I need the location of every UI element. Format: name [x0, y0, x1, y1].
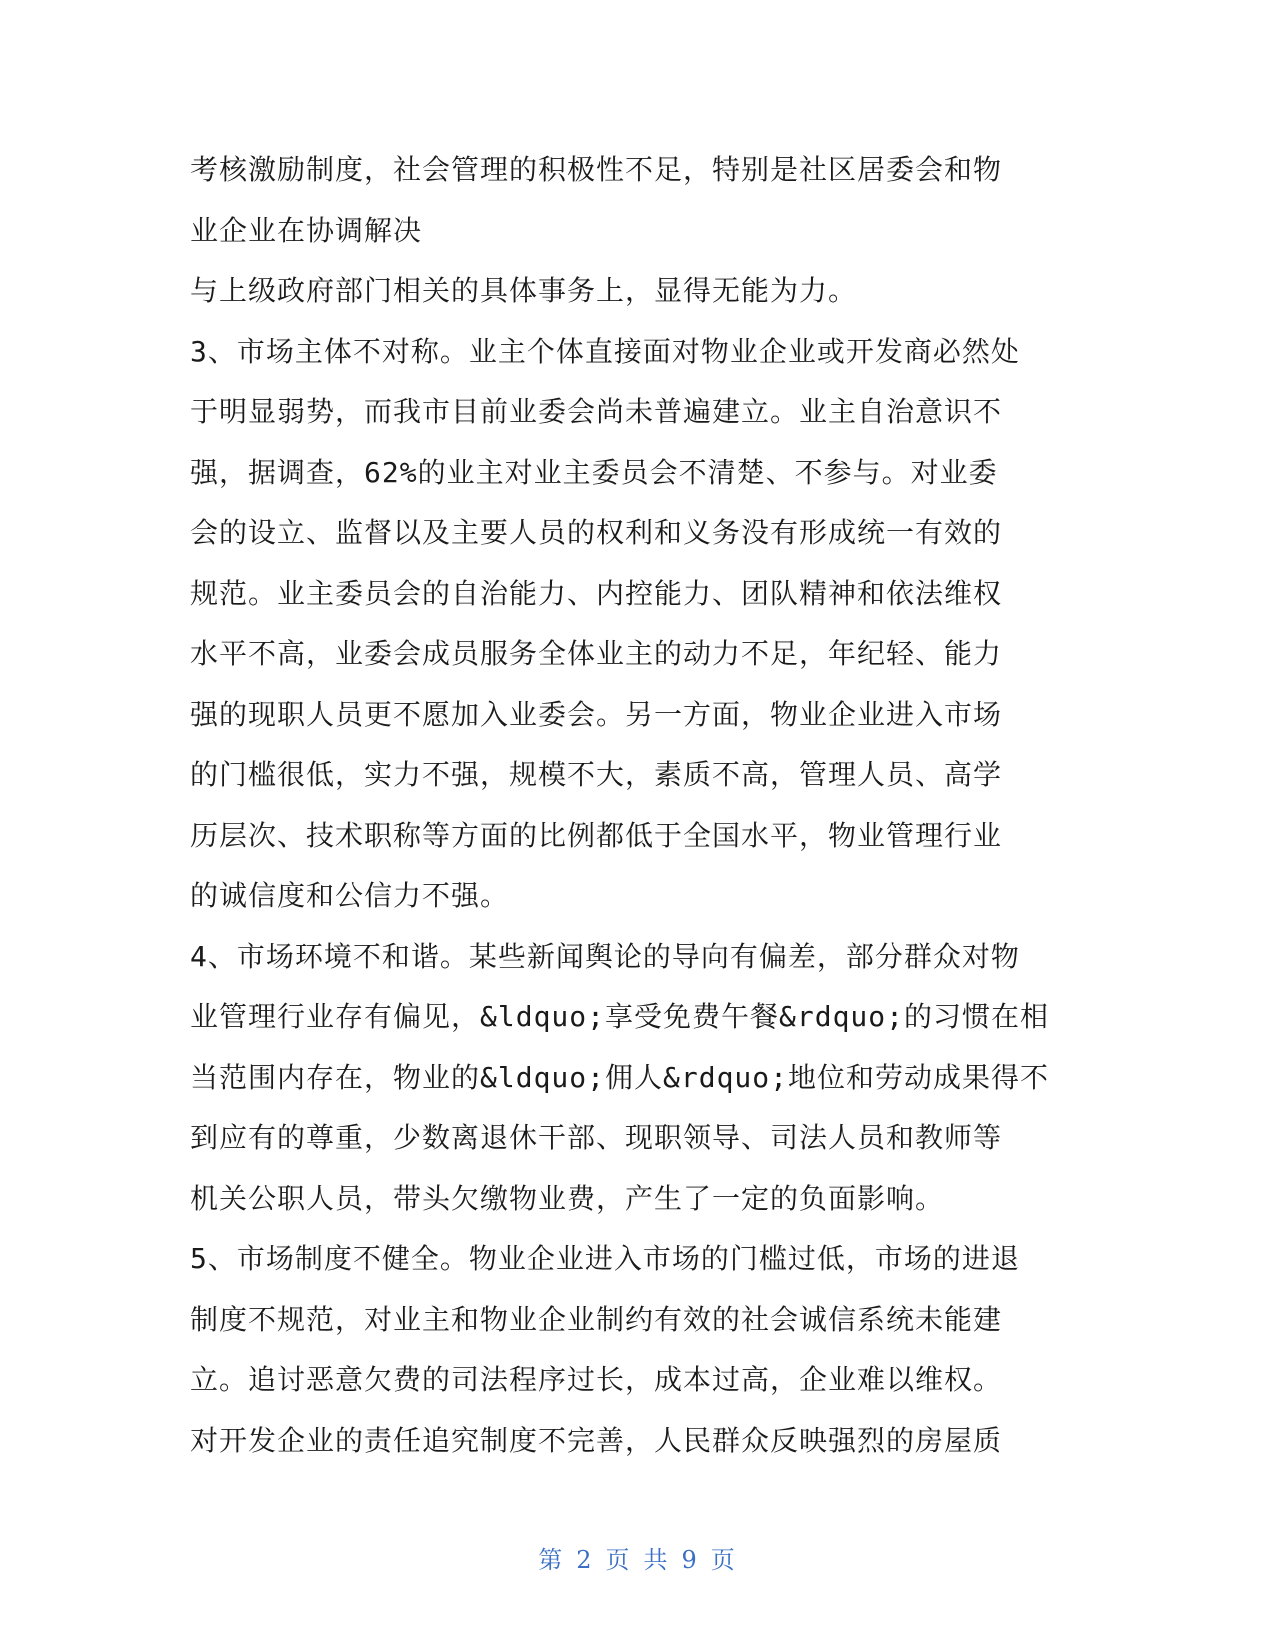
footer-label-total: 共	[643, 1546, 670, 1574]
text-line: 当范围内存在，物业的&ldquo;佣人&rdquo;地位和劳动成果得不	[190, 1060, 1050, 1094]
text-line: 与上级政府部门相关的具体事务上，显得无能为力。	[190, 274, 858, 307]
text-line: 到应有的尊重，少数离退休干部、现职领导、司法人员和教师等	[190, 1121, 1003, 1154]
text-line: 业管理行业存有偏见，&ldquo;享受免费午餐&rdquo;的习惯在相	[190, 1000, 1050, 1033]
text-line: 的诚信度和公信力不强。	[190, 879, 510, 912]
footer-label-total-unit: 页	[710, 1546, 737, 1574]
footer-label-page: 第	[538, 1546, 565, 1574]
footer-current-page: 2	[576, 1546, 594, 1574]
text-line: 立。追讨恶意欠费的司法程序过长，成本过高，企业难以维权。	[190, 1363, 1003, 1396]
text-line: 强的现职人员更不愿加入业委会。另一方面，物业企业进入市场	[190, 697, 1003, 731]
text-line: 机关公职人员，带头欠缴物业费，产生了一定的负面影响。	[190, 1181, 945, 1215]
text-line: 的门槛很低，实力不强，规模不大，素质不高，管理人员、高学	[190, 758, 1003, 791]
text-line: 会的设立、监督以及主要人员的权利和义务没有形成统一有效的	[190, 516, 1003, 549]
text-line: 考核激励制度，社会管理的积极性不足，特别是社区居委会和物	[190, 153, 1003, 186]
text-line: 历层次、技术职称等方面的比例都低于全国水平，物业管理行业	[190, 818, 1003, 852]
text-line: 于明显弱势，而我市目前业委会尚未普遍建立。业主自治意识不	[190, 395, 1003, 428]
text-line: 水平不高，业委会成员服务全体业主的动力不足，年纪轻、能力	[190, 637, 1003, 670]
text-line: 业企业在协调解决	[190, 213, 423, 247]
text-line: 3、市场主体不对称。业主个体直接面对物业企业或开发商必然处	[190, 334, 1020, 368]
text-line: 强，据调查，62%的业主对业主委员会不清楚、不参与。对业委	[190, 455, 998, 489]
text-line: 对开发企业的责任追究制度不完善，人民群众反映强烈的房屋质	[190, 1423, 1003, 1457]
text-line: 制度不规范，对业主和物业企业制约有效的社会诚信系统未能建	[190, 1302, 1003, 1336]
page-footer	[0, 1540, 1275, 1575]
text-line: 5、市场制度不健全。物业企业进入市场的门槛过低，市场的进退	[190, 1242, 1020, 1275]
footer-total-pages: 9	[681, 1546, 699, 1574]
footer-label-page-unit: 页	[605, 1546, 632, 1574]
text-line: 4、市场环境不和谐。某些新闻舆论的导向有偏差，部分群众对物	[190, 939, 1020, 973]
text-line: 规范。业主委员会的自治能力、内控能力、团队精神和依法维权	[190, 576, 1003, 610]
document-body	[190, 140, 1090, 1471]
